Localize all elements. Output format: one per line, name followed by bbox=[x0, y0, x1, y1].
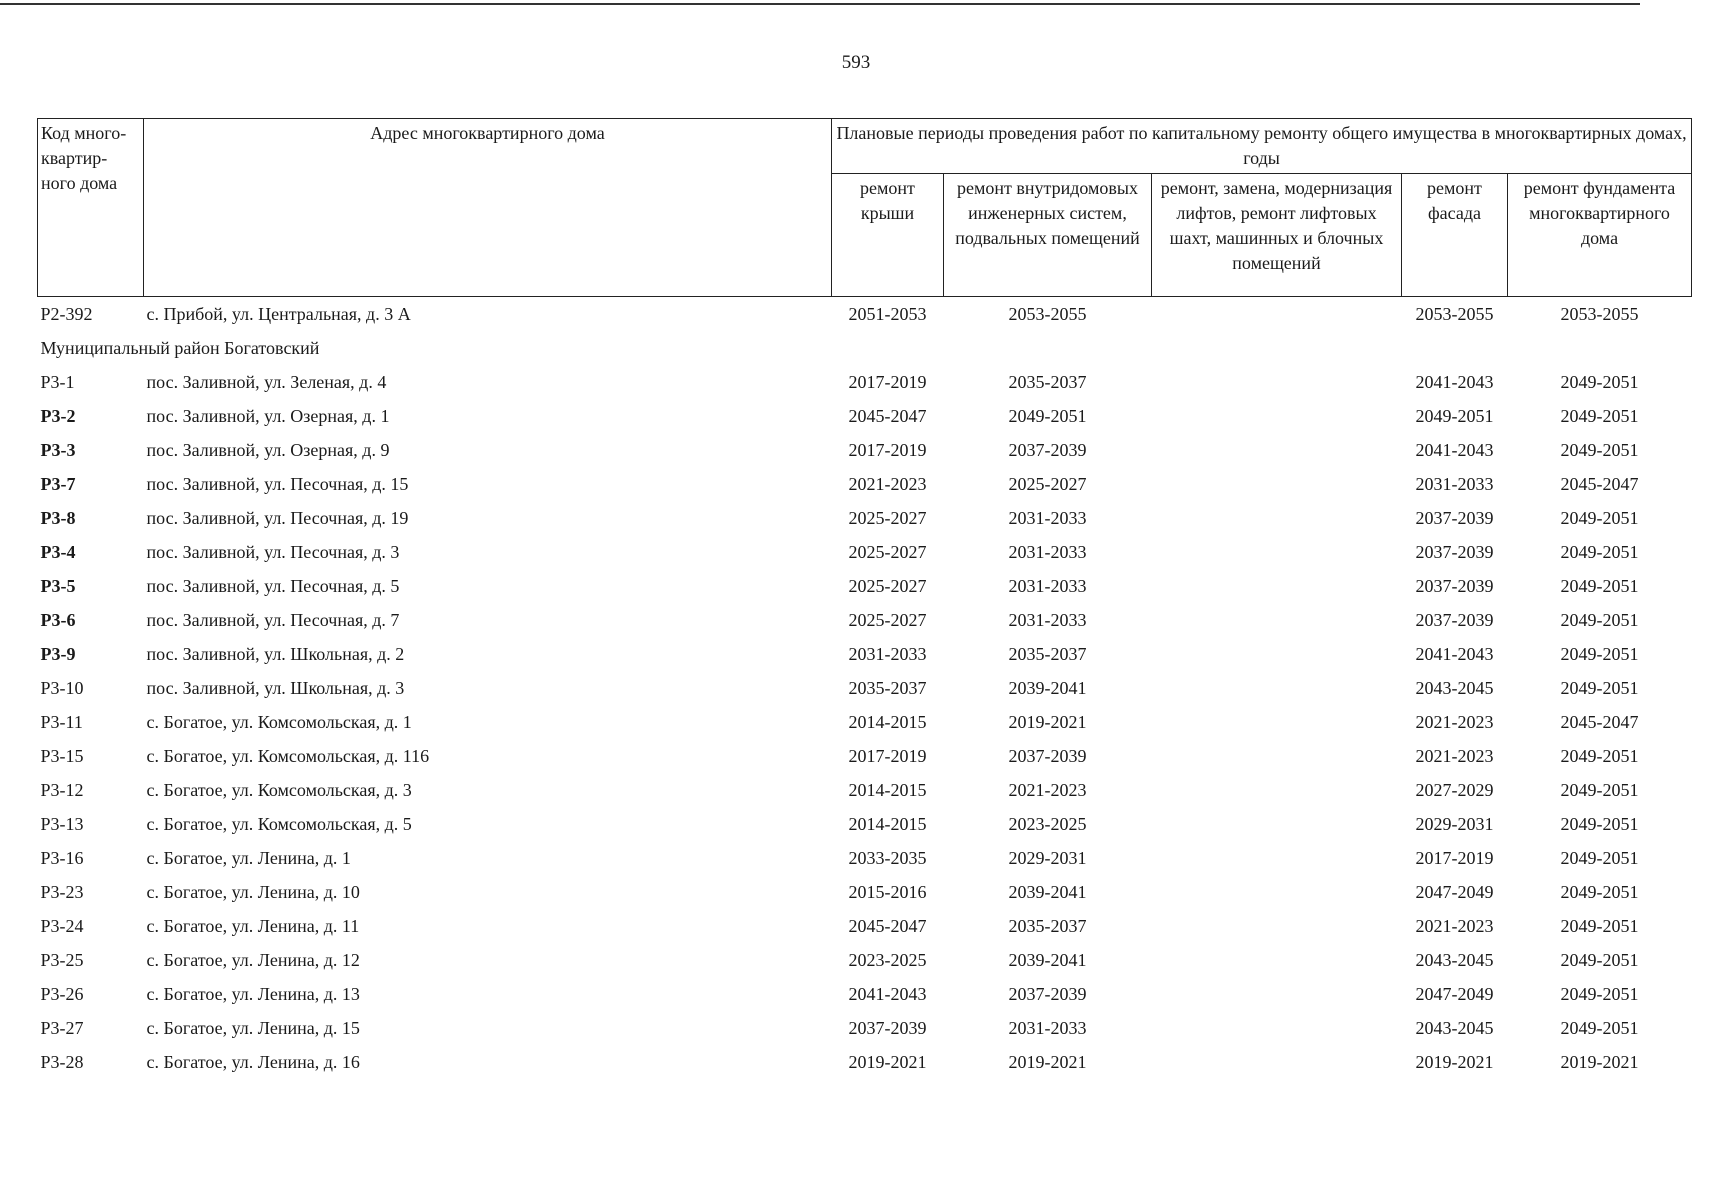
cell-code: Р3-8 bbox=[40, 508, 76, 528]
table-row bbox=[38, 1011, 1692, 1045]
cell-roof: 2014-2015 bbox=[848, 780, 927, 800]
cell-systems: 2029-2031 bbox=[1008, 848, 1087, 868]
table-row bbox=[38, 467, 1692, 501]
cell-address: с. Богатое, ул. Комсомольская, д. 116 bbox=[146, 746, 430, 766]
cell-roof: 2019-2021 bbox=[848, 1052, 927, 1072]
table-row bbox=[38, 909, 1692, 943]
cell-roof: 2017-2019 bbox=[848, 746, 927, 766]
cell-foundation: 2049-2051 bbox=[1560, 542, 1639, 562]
cell-code: Р3-24 bbox=[40, 916, 84, 936]
cell-address: с. Богатое, ул. Ленина, д. 10 bbox=[146, 882, 360, 902]
cell-code: Р2-392 bbox=[40, 304, 93, 324]
cell-roof: 2033-2035 bbox=[848, 848, 927, 868]
cell-code: Р3-5 bbox=[40, 576, 76, 596]
cell-facade: 2037-2039 bbox=[1415, 508, 1494, 528]
table-row bbox=[38, 841, 1692, 875]
cell-elevators bbox=[1152, 841, 1402, 875]
cell-facade: 2047-2049 bbox=[1415, 882, 1494, 902]
cell-address: с. Богатое, ул. Ленина, д. 15 bbox=[146, 1018, 360, 1038]
table-row bbox=[38, 977, 1692, 1011]
cell-code: Р3-9 bbox=[40, 644, 76, 664]
cell-code: Р3-10 bbox=[40, 678, 84, 698]
cell-facade: 2043-2045 bbox=[1415, 950, 1494, 970]
cell-foundation: 2049-2051 bbox=[1560, 644, 1639, 664]
table-row bbox=[38, 739, 1692, 773]
cell-systems: 2037-2039 bbox=[1008, 440, 1087, 460]
cell-code: Р3-7 bbox=[40, 474, 76, 494]
cell-code: Р3-4 bbox=[40, 542, 76, 562]
table-row bbox=[38, 807, 1692, 841]
cell-foundation: 2049-2051 bbox=[1560, 916, 1639, 936]
cell-address: пос. Заливной, ул. Песочная, д. 7 bbox=[146, 610, 400, 630]
cell-roof: 2045-2047 bbox=[848, 406, 927, 426]
cell-foundation: 2049-2051 bbox=[1560, 848, 1639, 868]
cell-elevators bbox=[1152, 535, 1402, 569]
cell-foundation: 2049-2051 bbox=[1560, 780, 1639, 800]
cell-roof: 2037-2039 bbox=[848, 1018, 927, 1038]
cell-facade: 2021-2023 bbox=[1415, 916, 1494, 936]
cell-code: Р3-11 bbox=[40, 712, 83, 732]
cell-code: Р3-1 bbox=[40, 372, 75, 392]
cell-systems: 2035-2037 bbox=[1008, 916, 1087, 936]
cell-systems: 2019-2021 bbox=[1008, 712, 1087, 732]
cell-systems: 2031-2033 bbox=[1008, 1018, 1087, 1038]
table-row bbox=[38, 671, 1692, 705]
cell-code: Р3-27 bbox=[40, 1018, 84, 1038]
cell-facade: 2043-2045 bbox=[1415, 1018, 1494, 1038]
header-periods-group: Плановые периоды проведения работ по капитальному ремонту общего имущества в многоквартирных домах, годы bbox=[832, 119, 1692, 174]
page-number: 593 bbox=[841, 52, 871, 73]
cell-elevators bbox=[1152, 739, 1402, 773]
cell-facade: 2047-2049 bbox=[1415, 984, 1494, 1004]
cell-elevators bbox=[1152, 807, 1402, 841]
cell-elevators bbox=[1152, 943, 1402, 977]
cell-facade: 2021-2023 bbox=[1415, 712, 1494, 732]
cell-facade: 2021-2023 bbox=[1415, 746, 1494, 766]
cell-code: Р3-26 bbox=[40, 984, 84, 1004]
group-label: Муниципальный район Богатовский bbox=[40, 338, 320, 358]
cell-address: пос. Заливной, ул. Песочная, д. 19 bbox=[146, 508, 409, 528]
cell-code: Р3-15 bbox=[40, 746, 84, 766]
cell-facade: 2053-2055 bbox=[1415, 304, 1494, 324]
table-row bbox=[38, 773, 1692, 807]
cell-foundation: 2049-2051 bbox=[1560, 576, 1639, 596]
cell-code: Р3-28 bbox=[40, 1052, 84, 1072]
cell-elevators bbox=[1152, 297, 1402, 332]
cell-elevators bbox=[1152, 637, 1402, 671]
table-row bbox=[38, 501, 1692, 535]
cell-systems: 2035-2037 bbox=[1008, 644, 1087, 664]
header-systems: ремонт внутридомовых инженерных систем, подвальных помещений bbox=[944, 174, 1152, 297]
cell-facade: 2017-2019 bbox=[1415, 848, 1494, 868]
cell-roof: 2014-2015 bbox=[848, 712, 927, 732]
cell-systems: 2031-2033 bbox=[1008, 610, 1087, 630]
table-row bbox=[38, 365, 1692, 399]
cell-elevators bbox=[1152, 671, 1402, 705]
top-rule bbox=[0, 3, 1640, 5]
cell-address: пос. Заливной, ул. Озерная, д. 9 bbox=[146, 440, 390, 460]
cell-elevators bbox=[1152, 1045, 1402, 1079]
cell-roof: 2031-2033 bbox=[848, 644, 927, 664]
cell-roof: 2017-2019 bbox=[848, 372, 927, 392]
cell-address: пос. Заливной, ул. Школьная, д. 2 bbox=[146, 644, 405, 664]
group-row bbox=[38, 331, 1692, 365]
cell-facade: 2037-2039 bbox=[1415, 576, 1494, 596]
header-address: Адрес многоквартирного дома bbox=[144, 119, 832, 297]
cell-address: с. Богатое, ул. Ленина, д. 12 bbox=[146, 950, 360, 970]
cell-code: Р3-23 bbox=[40, 882, 84, 902]
cell-code: Р3-12 bbox=[40, 780, 84, 800]
cell-facade: 2049-2051 bbox=[1415, 406, 1494, 426]
cell-elevators bbox=[1152, 433, 1402, 467]
cell-roof: 2045-2047 bbox=[848, 916, 927, 936]
cell-address: с. Богатое, ул. Комсомольская, д. 5 bbox=[146, 814, 412, 834]
table-row bbox=[38, 535, 1692, 569]
cell-code: Р3-16 bbox=[40, 848, 84, 868]
table-row bbox=[38, 569, 1692, 603]
cell-elevators bbox=[1152, 399, 1402, 433]
cell-foundation: 2049-2051 bbox=[1560, 950, 1639, 970]
cell-facade: 2019-2021 bbox=[1415, 1052, 1494, 1072]
cell-systems: 2031-2033 bbox=[1008, 542, 1087, 562]
table-row bbox=[38, 705, 1692, 739]
cell-systems: 2031-2033 bbox=[1008, 576, 1087, 596]
cell-facade: 2027-2029 bbox=[1415, 780, 1494, 800]
table-row bbox=[38, 433, 1692, 467]
table-row bbox=[38, 943, 1692, 977]
cell-roof: 2025-2027 bbox=[848, 576, 927, 596]
cell-elevators bbox=[1152, 705, 1402, 739]
cell-address: с. Богатое, ул. Ленина, д. 13 bbox=[146, 984, 360, 1004]
cell-systems: 2053-2055 bbox=[1008, 304, 1087, 324]
cell-facade: 2037-2039 bbox=[1415, 542, 1494, 562]
cell-foundation: 2053-2055 bbox=[1560, 304, 1639, 324]
cell-foundation: 2019-2021 bbox=[1560, 1052, 1639, 1072]
cell-elevators bbox=[1152, 467, 1402, 501]
cell-roof: 2041-2043 bbox=[848, 984, 927, 1004]
cell-foundation: 2049-2051 bbox=[1560, 406, 1639, 426]
cell-systems: 2037-2039 bbox=[1008, 746, 1087, 766]
cell-address: с. Богатое, ул. Комсомольская, д. 1 bbox=[146, 712, 412, 732]
cell-address: с. Богатое, ул. Ленина, д. 11 bbox=[146, 916, 360, 936]
repair-schedule-table bbox=[37, 118, 1692, 1079]
cell-elevators bbox=[1152, 365, 1402, 399]
table-row bbox=[38, 297, 1692, 332]
cell-roof: 2035-2037 bbox=[848, 678, 927, 698]
cell-facade: 2037-2039 bbox=[1415, 610, 1494, 630]
cell-code: Р3-2 bbox=[40, 406, 76, 426]
cell-elevators bbox=[1152, 569, 1402, 603]
cell-foundation: 2049-2051 bbox=[1560, 610, 1639, 630]
cell-elevators bbox=[1152, 773, 1402, 807]
cell-systems: 2039-2041 bbox=[1008, 950, 1087, 970]
cell-address: пос. Заливной, ул. Озерная, д. 1 bbox=[146, 406, 390, 426]
cell-facade: 2041-2043 bbox=[1415, 440, 1494, 460]
cell-roof: 2025-2027 bbox=[848, 610, 927, 630]
header-elevators: ремонт, замена, модернизация лифтов, ремонт лифтовых шахт, машинных и блочных помещений bbox=[1152, 174, 1402, 297]
cell-elevators bbox=[1152, 1011, 1402, 1045]
cell-address: пос. Заливной, ул. Школьная, д. 3 bbox=[146, 678, 405, 698]
cell-foundation: 2045-2047 bbox=[1560, 474, 1639, 494]
table-body bbox=[38, 297, 1692, 1080]
cell-elevators bbox=[1152, 909, 1402, 943]
cell-foundation: 2049-2051 bbox=[1560, 678, 1639, 698]
cell-address: с. Богатое, ул. Ленина, д. 16 bbox=[146, 1052, 360, 1072]
cell-roof: 2017-2019 bbox=[848, 440, 927, 460]
cell-elevators bbox=[1152, 501, 1402, 535]
cell-roof: 2023-2025 bbox=[848, 950, 927, 970]
cell-roof: 2051-2053 bbox=[848, 304, 927, 324]
cell-foundation: 2049-2051 bbox=[1560, 882, 1639, 902]
cell-facade: 2031-2033 bbox=[1415, 474, 1494, 494]
cell-elevators bbox=[1152, 875, 1402, 909]
cell-systems: 2021-2023 bbox=[1008, 780, 1087, 800]
cell-systems: 2049-2051 bbox=[1008, 406, 1087, 426]
header-roof: ремонт крыши bbox=[832, 174, 944, 297]
header-facade: ремонт фасада bbox=[1402, 174, 1508, 297]
cell-roof: 2015-2016 bbox=[848, 882, 927, 902]
table-row bbox=[38, 875, 1692, 909]
cell-foundation: 2049-2051 bbox=[1560, 984, 1639, 1004]
table-row bbox=[38, 603, 1692, 637]
cell-roof: 2021-2023 bbox=[848, 474, 927, 494]
cell-foundation: 2049-2051 bbox=[1560, 508, 1639, 528]
cell-systems: 2039-2041 bbox=[1008, 678, 1087, 698]
cell-systems: 2039-2041 bbox=[1008, 882, 1087, 902]
cell-facade: 2041-2043 bbox=[1415, 372, 1494, 392]
cell-systems: 2037-2039 bbox=[1008, 984, 1087, 1004]
cell-address: с. Богатое, ул. Ленина, д. 1 bbox=[146, 848, 351, 868]
cell-foundation: 2049-2051 bbox=[1560, 814, 1639, 834]
cell-systems: 2035-2037 bbox=[1008, 372, 1087, 392]
cell-code: Р3-6 bbox=[40, 610, 76, 630]
cell-address: пос. Заливной, ул. Песочная, д. 5 bbox=[146, 576, 400, 596]
cell-foundation: 2049-2051 bbox=[1560, 746, 1639, 766]
cell-address: с. Прибой, ул. Центральная, д. 3 А bbox=[146, 304, 411, 324]
cell-systems: 2025-2027 bbox=[1008, 474, 1087, 494]
cell-systems: 2019-2021 bbox=[1008, 1052, 1087, 1072]
cell-foundation: 2049-2051 bbox=[1560, 372, 1639, 392]
cell-elevators bbox=[1152, 603, 1402, 637]
cell-facade: 2041-2043 bbox=[1415, 644, 1494, 664]
cell-foundation: 2045-2047 bbox=[1560, 712, 1639, 732]
cell-address: пос. Заливной, ул. Песочная, д. 15 bbox=[146, 474, 409, 494]
cell-facade: 2043-2045 bbox=[1415, 678, 1494, 698]
table-row bbox=[38, 1045, 1692, 1079]
header-foundation: ремонт фундамента многоквартирного дома bbox=[1508, 174, 1692, 297]
table-row bbox=[38, 399, 1692, 433]
cell-address: пос. Заливной, ул. Зеленая, д. 4 bbox=[146, 372, 387, 392]
cell-code: Р3-13 bbox=[40, 814, 84, 834]
cell-roof: 2025-2027 bbox=[848, 508, 927, 528]
table-header bbox=[38, 119, 1692, 297]
cell-roof: 2014-2015 bbox=[848, 814, 927, 834]
cell-address: с. Богатое, ул. Комсомольская, д. 3 bbox=[146, 780, 412, 800]
cell-code: Р3-25 bbox=[40, 950, 84, 970]
cell-facade: 2029-2031 bbox=[1415, 814, 1494, 834]
cell-systems: 2031-2033 bbox=[1008, 508, 1087, 528]
header-code: Код много-квартир-ного дома bbox=[38, 119, 144, 297]
cell-foundation: 2049-2051 bbox=[1560, 440, 1639, 460]
cell-code: Р3-3 bbox=[40, 440, 76, 460]
cell-foundation: 2049-2051 bbox=[1560, 1018, 1639, 1038]
cell-roof: 2025-2027 bbox=[848, 542, 927, 562]
cell-elevators bbox=[1152, 977, 1402, 1011]
cell-systems: 2023-2025 bbox=[1008, 814, 1087, 834]
cell-address: пос. Заливной, ул. Песочная, д. 3 bbox=[146, 542, 400, 562]
table-row bbox=[38, 637, 1692, 671]
